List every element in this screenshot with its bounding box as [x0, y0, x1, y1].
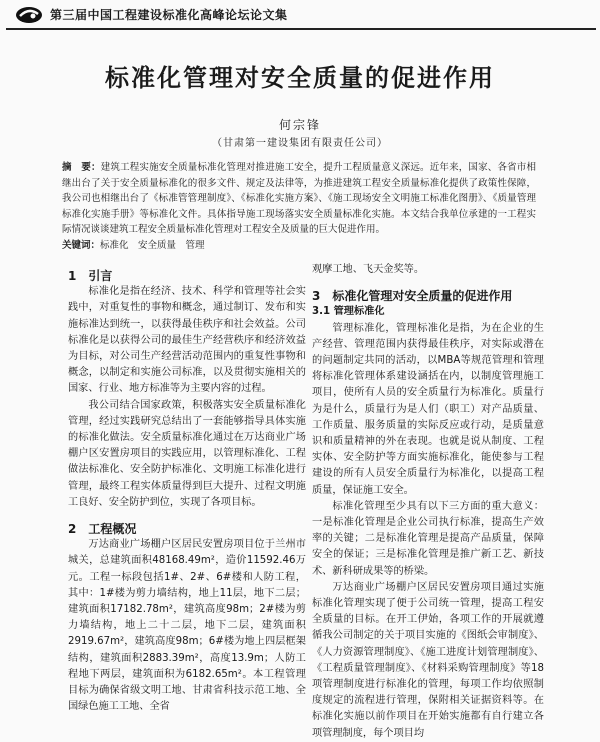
header-rule: [6, 28, 596, 30]
journal-logo-icon: [14, 5, 44, 25]
section-3-1-paragraph-2: 标准化管理至少具有以下三方面的重大意义：一是标准化管理是企业公司执行标准，提高生产效率的关键；二是标准化管理是提高产品质量，保障安全的保证；三是标准化管理是推广新工艺、新技术、新科研成果等的桥梁。: [312, 500, 544, 577]
section-3-1-paragraph-1: 管理标准化，管理标准化是指，为在企业的生产经营、管理范围内获得最佳秩序，对实际或潜在的问题制定共同的活动，以MBA等规范管理和管理将标准化管理体系建设涵括在内，以制度管理施工项目，使所有人员的安全质量行为标准化。质量行为是什么，质量行为是人们（职工）对产品质量、工作质量、服务质量的实际反应或行动，是质量意识和质量精神的外在表现。也就是说从制度、工程实体、安全防护等方面实施标准化，能使参与工程建设的所有人员安全质量行为标准化，以提高工程质量，保证施工安全。: [312, 322, 544, 496]
abstract-text: 建筑工程实施安全质量标准化管理对推进施工安全，提升工程质量意义深远。近年来，国家、各省市相继出台了关于安全质量标准化的很多文件、规定及法律等，为推进建筑工程安全质量标准化提供了政策性保障，我公司也相继出台了《标准管管理制度》、《标准化实施方案》、《施工现场安全文明施工标准化图册》、《质量管理标准化实施手册》等标准化文件。具体指导施工现场落实安全质量标准化实施。本文结合我单位承建的一工程实际情况谈谈建筑工程安全质量标准化管理对工程安全及质量的巨大促进作用。: [62, 162, 536, 236]
left-column: [68, 268, 306, 715]
section-1-paragraph-1: 标准化是指在经济、技术、科学和管理等社会实践中，对重复性的事物和概念，通过制订、发布和实施标准达到统一，以获得最佳秩序和社会效益。公司标准化是以获得公司的最佳生产经营秩序和经济效益为目标，对公司生产经营活动范围内的重复性事物和概念，以制定和实施公司标准，以及贯彻实施相关的国家、行业、地方标准等为主要内容的过程。: [68, 286, 306, 395]
keywords-text: 标准化 安全质量 管理: [100, 240, 205, 251]
affiliation: （甘肃第一建设集团有限责任公司）: [212, 138, 388, 149]
section-3-1-paragraph-3: 万达商业广场棚户区居民安置房项目通过实施标准化管理实现了便于公司统一管理，提高工程安全质量的目标。在开工伊始，各项工作的开展就遵循我公司制定的关于项目实施的《图纸会审制度》、《人力资源管理制度》、《施工进度计划管理制度》、《工程质量管理制度》、《材料采购管理制度》等18项管理制度进行标准化的管理，每项工作均依照制度规定的流程进行管理，保附相关证据资料等。在标准化实施以前作项目在开始实施都有自行建立各项管理制度，每个项目均: [312, 581, 544, 739]
abstract-label: 摘 要：: [62, 162, 101, 173]
abstract: [62, 160, 536, 238]
section-3-1-heading: 3.1 管理标准化: [312, 306, 385, 318]
author: 何宗锋: [278, 118, 321, 132]
keywords: [62, 237, 536, 251]
section-3-heading: 3 标准化管理对安全质量的促进作用: [312, 289, 513, 304]
keywords-label: 关键词：: [62, 240, 101, 251]
section-1-heading: 1 引言: [68, 269, 113, 283]
right-column: [312, 262, 544, 742]
section-2-paragraph-1: 万达商业广场棚户区居民安置房项目位于兰州市城关，总建筑面积48168.49m²，造价11592.46万元。工程一标段包括1#、2#、6#楼和人防工程，其中：1#楼为剪力墙结构，地上11层，地下二层；建筑面积17182.78m²，建筑高度98m；2#楼为剪力墙结构，地上二十二层，地下二层，建筑面积2919.67m²，建筑高度98m；6#楼为地上四层框架结构，建筑面积2883.39m²，高度13.9m；人防工程地下两层，建筑面积为6182.65m²。本工程管理目标为确保省级文明工地、甘肃省科技示范工地、全国绿色施工工地、全省: [68, 539, 306, 713]
continued-text: 观摩工地、飞天金奖等。: [312, 264, 425, 275]
header-text: 第三届中国工程建设标准化高峰论坛论文集: [50, 8, 288, 22]
paper-title: 标准化管理对安全质量的促进作用: [105, 64, 495, 92]
section-2-heading: 2 工程概况: [68, 522, 137, 537]
section-1-paragraph-2: 我公司结合国家政策，积极落实安全质量标准化管理，经过实践研究总结出了一套能够指导具体实施的标准化做法。安全质量标准化通过在万达商业广场棚户区安置房项目的实践应用，以管理标准化、工程做法标准化、安全防护标准化、文明施工标准化进行管理，最终工程实体质量得到巨大提升、过程文明施工良好、安全防护到位，实现了各项目标。: [68, 399, 306, 508]
running-header: [6, 3, 596, 29]
